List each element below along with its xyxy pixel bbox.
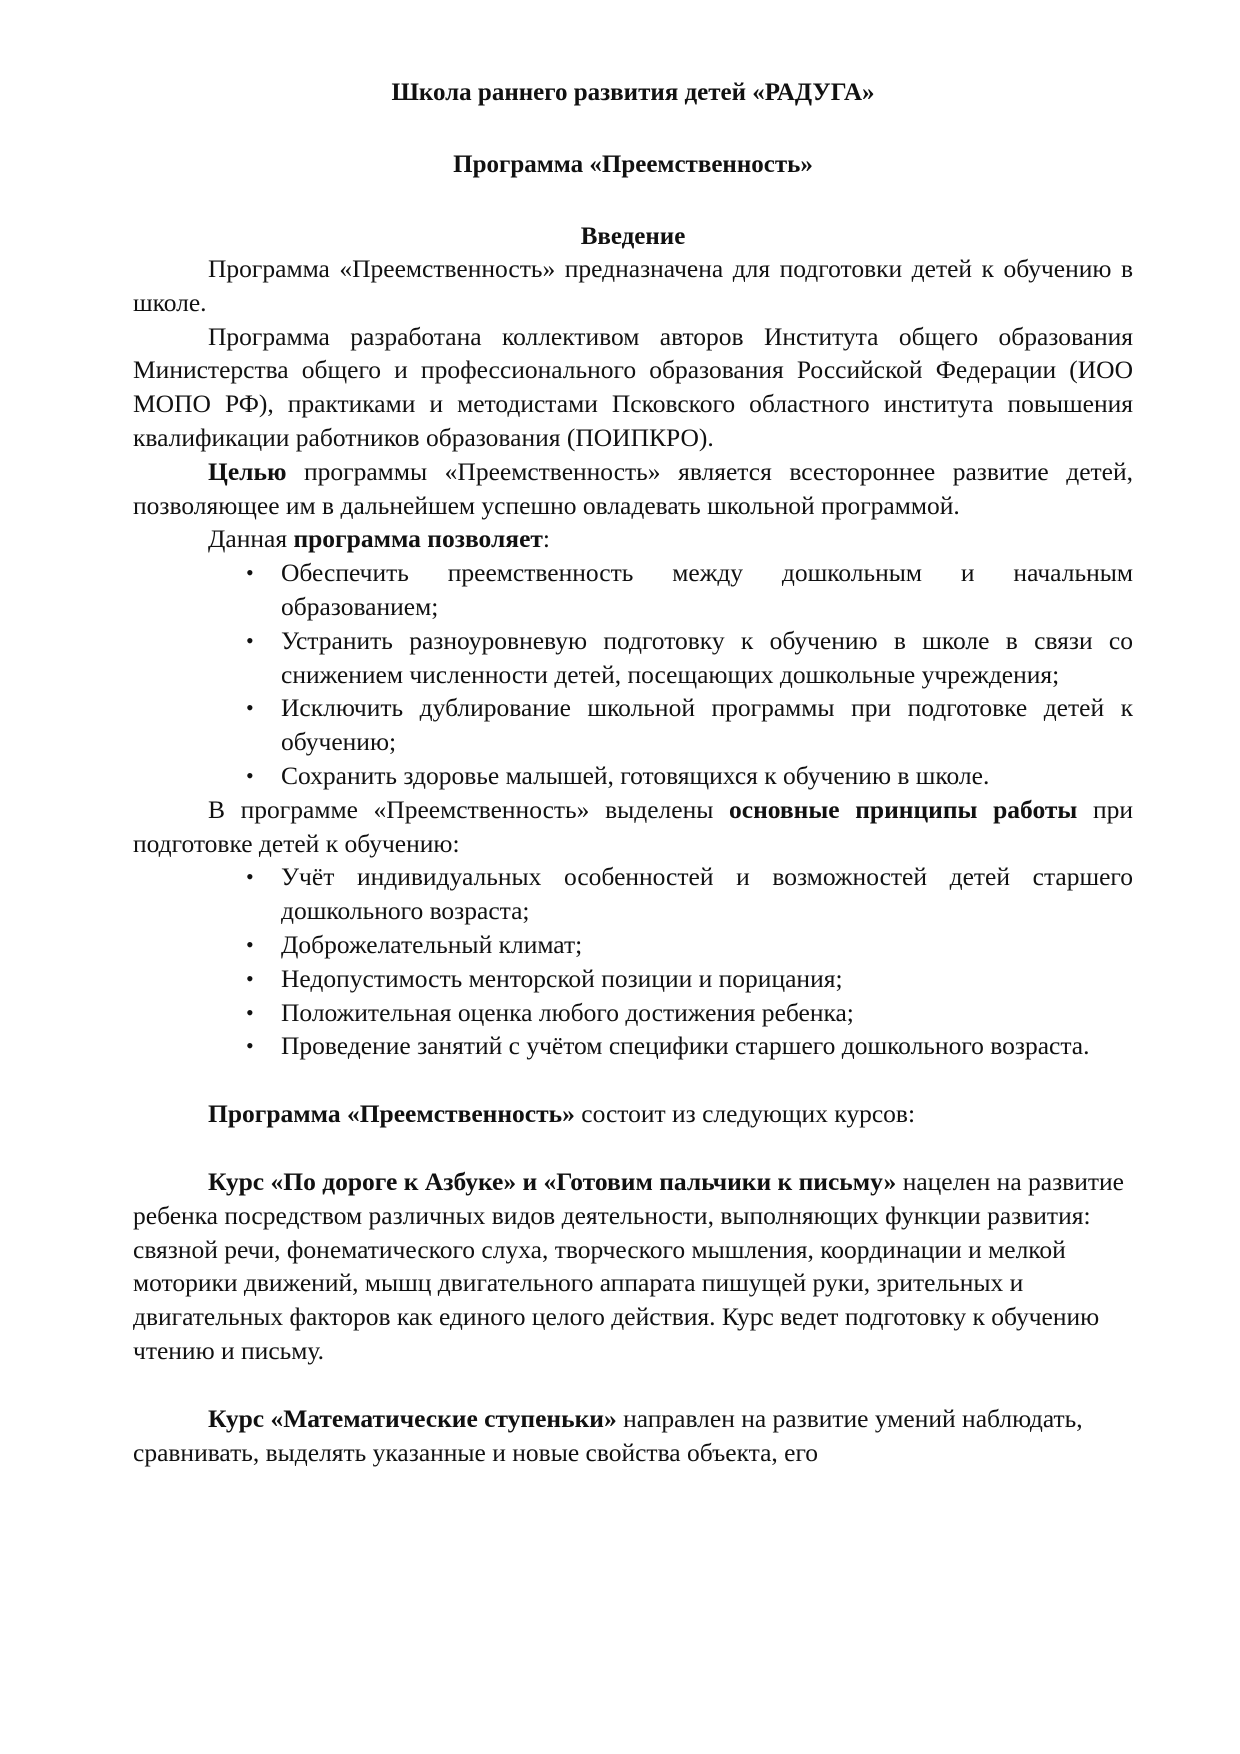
list-item [246, 1029, 1133, 1063]
allows-list [133, 556, 1133, 793]
document-subtitle: Программа «Преемственность» [453, 151, 813, 178]
course-abc-text: нацелен на развитие ребенка посредством различных видов деятельности, выполняющих функции развития: связной речи, фонематического слуха, творческого мышления, координации и мелкой моторики движений, мышц двигательного аппарата пишущей руки, зрительных и двигательных факторов как единого целого действия. Курс ведет подготовку к обучению чтению и письму. [133, 1166, 1124, 1365]
course-abc-title: Курс «По дороге к Азбуке» и «Готовим пальчики к письму» [208, 1166, 897, 1196]
bullet-icon: • [246, 560, 254, 586]
list-item-text: Обеспечить преемственность между дошкольным и начальным образованием; [281, 558, 1133, 621]
bullet-icon: • [246, 931, 254, 957]
bullet-icon: • [246, 965, 254, 991]
document-page [133, 78, 1133, 1469]
list-item [246, 928, 1133, 962]
course-math-paragraph [133, 1402, 1133, 1470]
courses-lead-label: Программа «Преемственность» [208, 1099, 575, 1129]
goal-text: программы «Преемственность» является всестороннее развитие детей, позволяющее им в дальнейшем успешно овладевать школьной программой. [133, 456, 1133, 520]
list-item-text: Доброжелательный климат; [281, 929, 583, 959]
bullet-icon: • [246, 999, 254, 1025]
list-item [246, 691, 1133, 759]
list-item [246, 860, 1133, 928]
allows-lead-text: Данная [208, 524, 294, 554]
list-item-text: Положительная оценка любого достижения ребенка; [281, 997, 854, 1027]
intro-paragraph-goal [133, 455, 1133, 523]
list-item-text: Устранить разноуровневую подготовку к обучению в школе в связи со снижением численности детей, посещающих дошкольные учреждения; [281, 625, 1133, 689]
bullet-icon: • [246, 695, 254, 721]
bullet-icon: • [246, 1033, 254, 1059]
principles-list [133, 860, 1133, 1063]
intro-paragraph-authors: Программа разработана коллективом авторов Института общего образования Министерства общего и профессионального образования Российской Федерации (ИОО МОПО РФ), практиками и методистами Псковского областного института повышения квалификации работников образования (ПОИПКРО). [133, 321, 1133, 452]
courses-lead-text: состоит из следующих курсов: [574, 1099, 916, 1129]
bullet-icon: • [246, 864, 254, 890]
goal-label: Целью [208, 456, 287, 486]
list-item-text: Исключить дублирование школьной программы при подготовке детей к обучению; [281, 693, 1133, 757]
list-item [246, 962, 1133, 996]
list-item [246, 996, 1133, 1030]
list-item [246, 556, 1133, 624]
course-math-text: направлен на развитие умений наблюдать, сравнивать, выделять указанные и новые свойства объекта, его [133, 1403, 1083, 1467]
list-item-text: Учёт индивидуальных особенностей и возможностей детей старшего дошкольного возраста; [281, 862, 1133, 926]
bullet-icon: • [246, 762, 254, 788]
list-item [246, 624, 1133, 692]
intro-paragraph-purpose: Программа «Преемственность» предназначена для подготовки детей к обучению в школе. [133, 254, 1133, 317]
spacer [133, 1131, 1133, 1165]
allows-colon: : [542, 524, 551, 554]
courses-lead-paragraph [133, 1097, 1133, 1131]
allows-lead-paragraph [133, 522, 1133, 556]
course-abc-paragraph [133, 1165, 1133, 1368]
spacer [133, 1368, 1133, 1402]
spacer [133, 1063, 1133, 1097]
bullet-icon: • [246, 627, 254, 653]
list-item-text: Проведение занятий с учётом специфики старшего дошкольного возраста. [281, 1031, 1090, 1061]
allows-label: программа позволяет [293, 524, 543, 554]
list-item-text: Недопустимость менторской позиции и порицания; [281, 963, 843, 993]
section-heading-introduction: Введение [580, 223, 686, 250]
list-item [246, 759, 1133, 793]
principles-label: основные принципы работы [729, 794, 1078, 824]
principles-lead-end: при подготовке детей к обучению: [133, 794, 1133, 858]
principles-lead-paragraph [133, 793, 1133, 861]
course-math-title: Курс «Математические ступеньки» [208, 1403, 617, 1433]
principles-lead-text: В программе «Преемственность» выделены [208, 794, 730, 824]
document-title: Школа раннего развития детей «РАДУГА» [391, 79, 875, 106]
list-item-text: Сохранить здоровье малышей, готовящихся к обучению в школе. [281, 760, 990, 790]
